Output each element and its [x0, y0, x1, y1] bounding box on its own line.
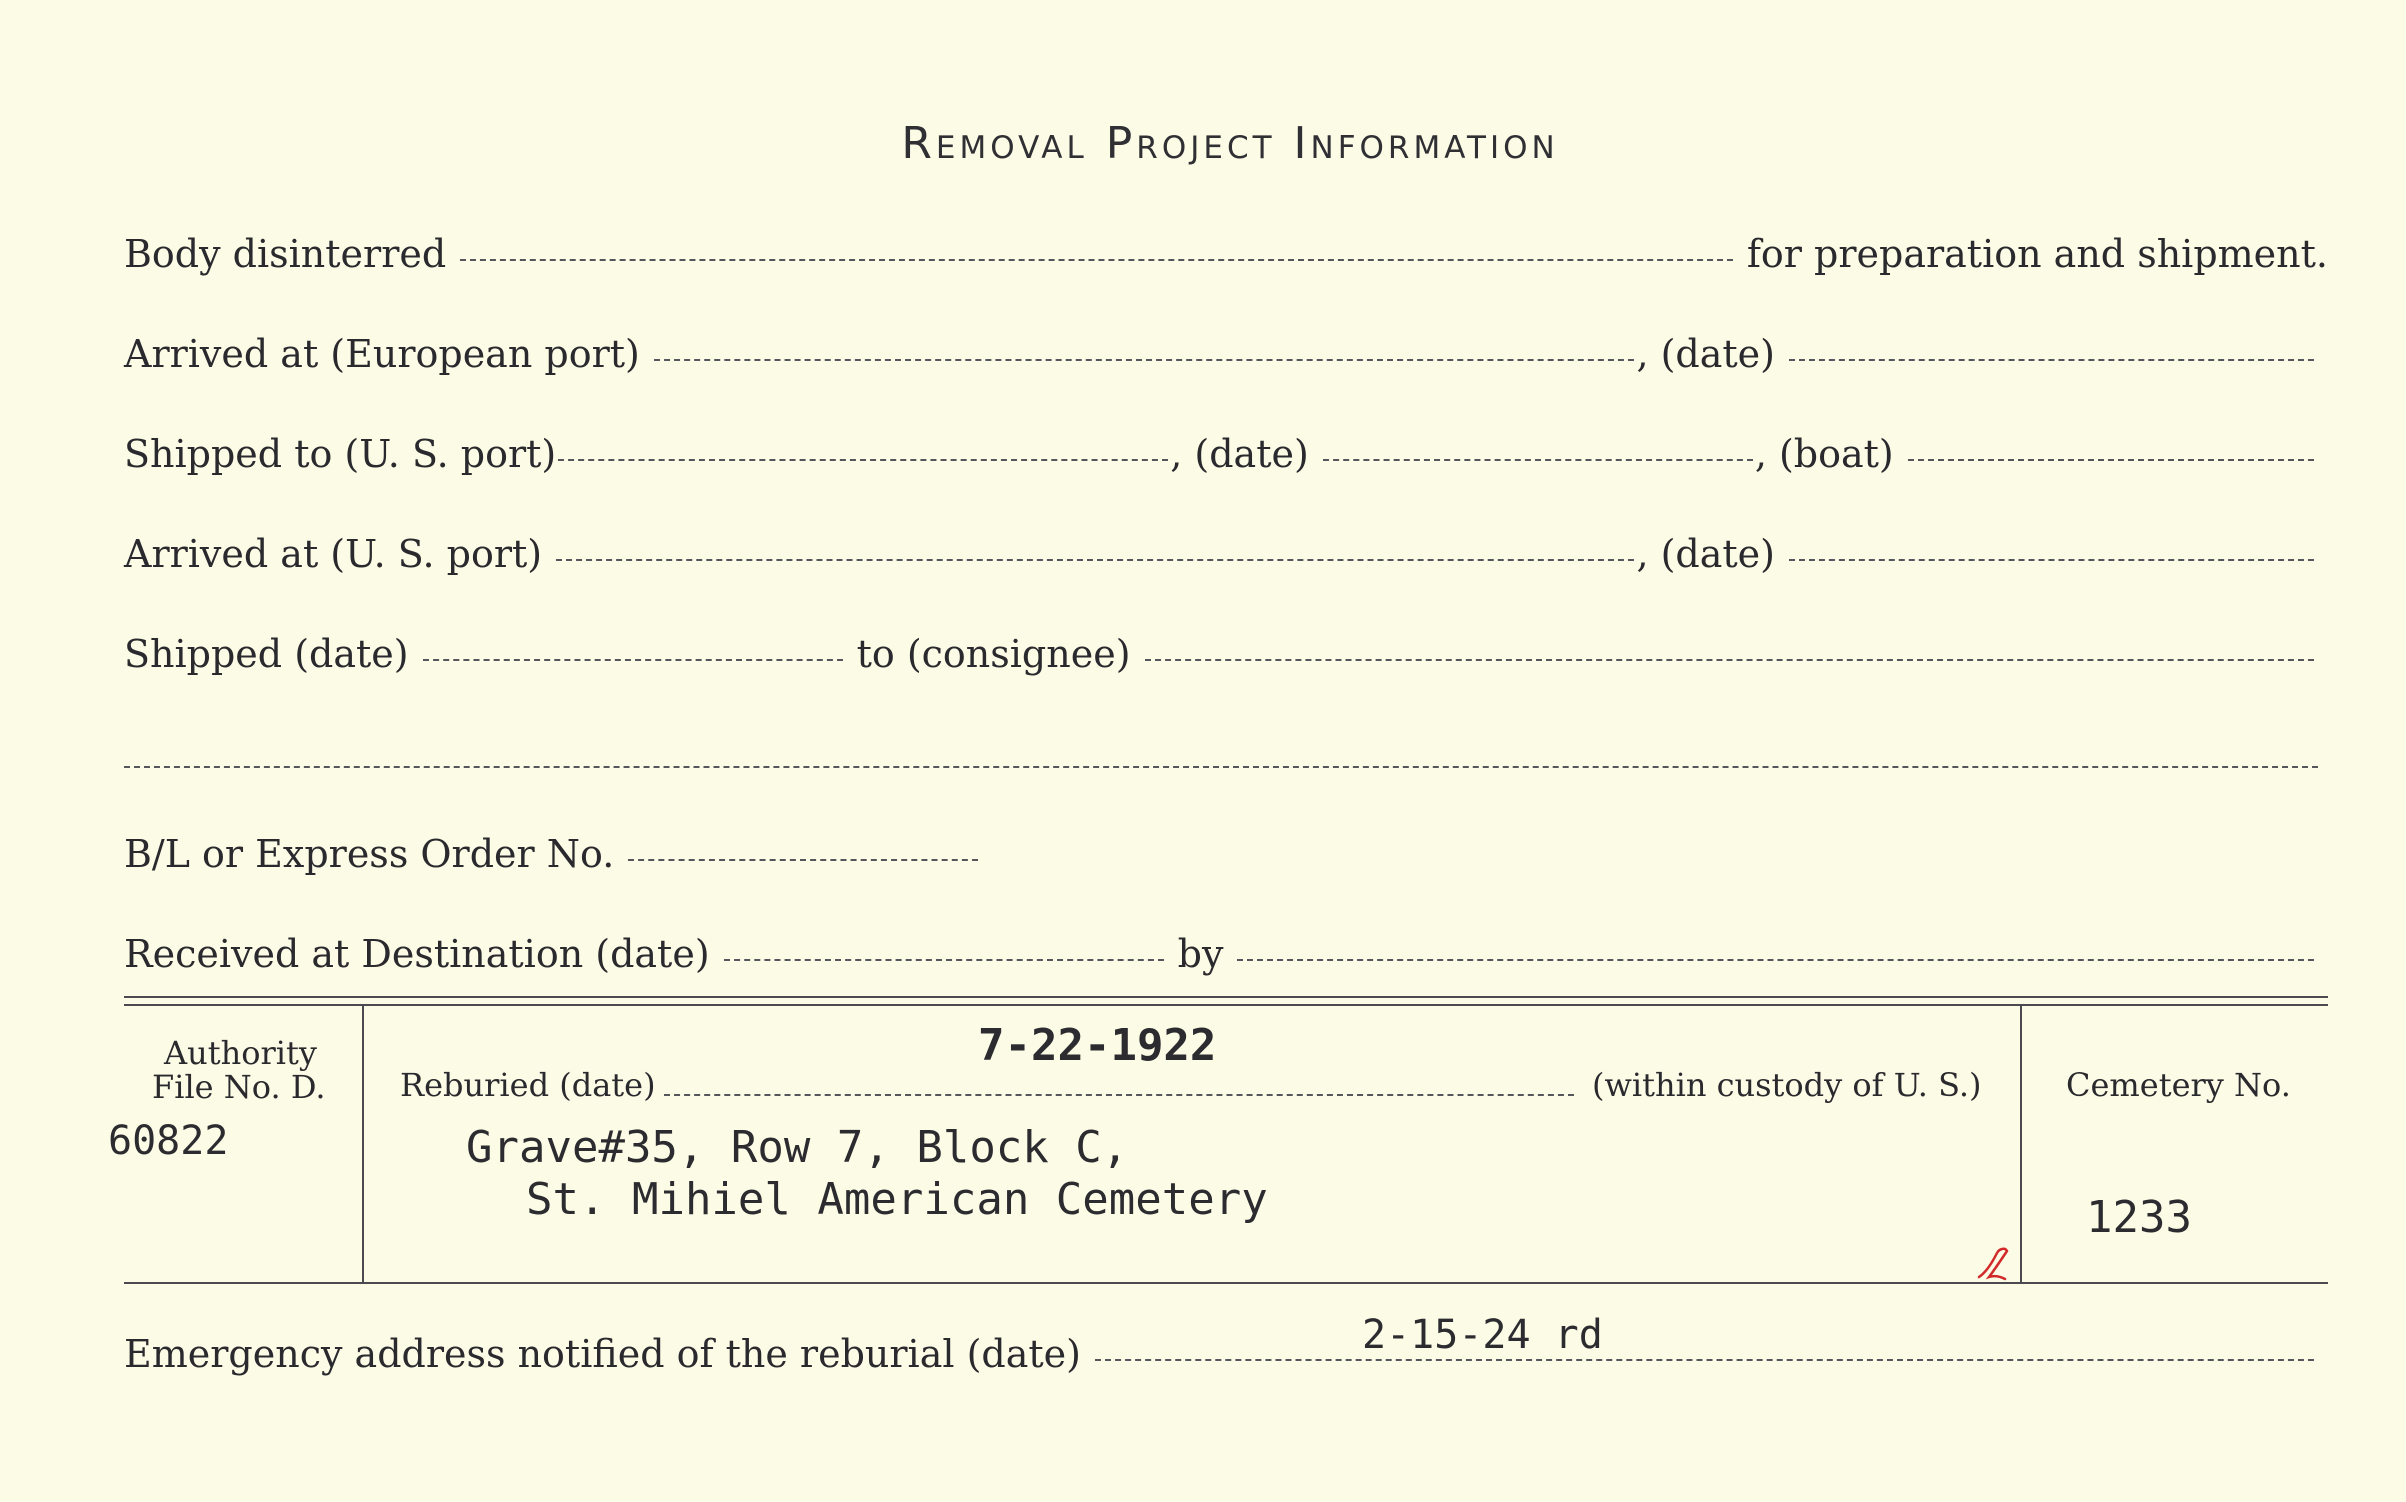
- arrived-european-line: [654, 359, 1635, 361]
- reburied-date-label: Reburied (date): [400, 1066, 656, 1104]
- row-shipped-to: [124, 432, 2328, 476]
- arrived-european-label: Arrived at (European port): [124, 332, 640, 376]
- row-arrived-european: [124, 332, 2328, 376]
- to-consignee-label: to (consignee): [856, 632, 1131, 676]
- box-top-rule-1: [124, 996, 2328, 998]
- grave-location-line-1: Grave#35, Row 7, Block C,: [466, 1122, 1129, 1173]
- authority-file-number: 60822: [108, 1118, 229, 1164]
- shipped-to-date-label: , (date): [1170, 432, 1309, 476]
- row-bl-order: [124, 832, 2328, 876]
- authority-label: Authority: [164, 1034, 317, 1072]
- body-disinterred-label: Body disinterred: [124, 232, 447, 276]
- arrived-european-date-line: [1789, 359, 2314, 361]
- row-received-destination: [124, 932, 2328, 976]
- bl-order-line: [628, 859, 978, 861]
- emergency-line: [1095, 1359, 2314, 1361]
- consignee-continuation-line: [124, 766, 2318, 768]
- shipped-date-label: Shipped (date): [124, 632, 409, 676]
- red-check-mark-icon: [1975, 1243, 2011, 1283]
- to-consignee-line: [1145, 659, 2314, 661]
- shipped-to-label: Shipped to (U. S. port): [124, 432, 557, 476]
- grave-location-line-2: St. Mihiel American Cemetery: [526, 1174, 1268, 1225]
- row-shipped-date: [124, 632, 2328, 676]
- shipped-to-boat-label: , (boat): [1754, 432, 1894, 476]
- received-by-label: by: [1177, 932, 1224, 976]
- arrived-us-line: [556, 559, 1634, 561]
- reburied-date-line: [664, 1094, 1574, 1096]
- shipped-to-boat-line: [1908, 459, 2314, 461]
- row-emergency: [124, 1332, 2328, 1376]
- box-top-rule-2: [124, 1004, 2328, 1006]
- row-body-disinterred: [124, 232, 2328, 276]
- card-title: Removal Project Information: [901, 118, 1559, 169]
- emergency-label: Emergency address notified of the reburial (date): [124, 1332, 1081, 1376]
- for-preparation-label: for preparation and shipment.: [1746, 232, 2328, 276]
- arrived-us-label: Arrived at (U. S. port): [124, 532, 543, 576]
- shipped-to-line: [558, 459, 1168, 461]
- reburied-date-value: 7-22-1922: [978, 1020, 1217, 1071]
- arrived-european-date-label: , (date): [1636, 332, 1775, 376]
- box-divider-right: [2020, 1006, 2022, 1284]
- arrived-us-date-label: , (date): [1636, 532, 1775, 576]
- box-divider-left: [362, 1006, 364, 1284]
- received-destination-line: [724, 959, 1164, 961]
- cemetery-no-value: 1233: [2086, 1192, 2192, 1243]
- body-disinterred-line: [460, 259, 1733, 261]
- received-by-line: [1237, 959, 2314, 961]
- cemetery-no-label: Cemetery No.: [2066, 1066, 2291, 1104]
- received-destination-label: Received at Destination (date): [124, 932, 710, 976]
- shipped-to-date-line: [1323, 459, 1753, 461]
- custody-label: (within custody of U. S.): [1592, 1066, 1982, 1104]
- shipped-date-line: [423, 659, 843, 661]
- file-no-label: File No. D.: [152, 1068, 326, 1106]
- bl-order-label: B/L or Express Order No.: [124, 832, 615, 876]
- arrived-us-date-line: [1789, 559, 2314, 561]
- emergency-date-value: 2-15-24 rd: [1362, 1312, 1603, 1358]
- row-arrived-us: [124, 532, 2328, 576]
